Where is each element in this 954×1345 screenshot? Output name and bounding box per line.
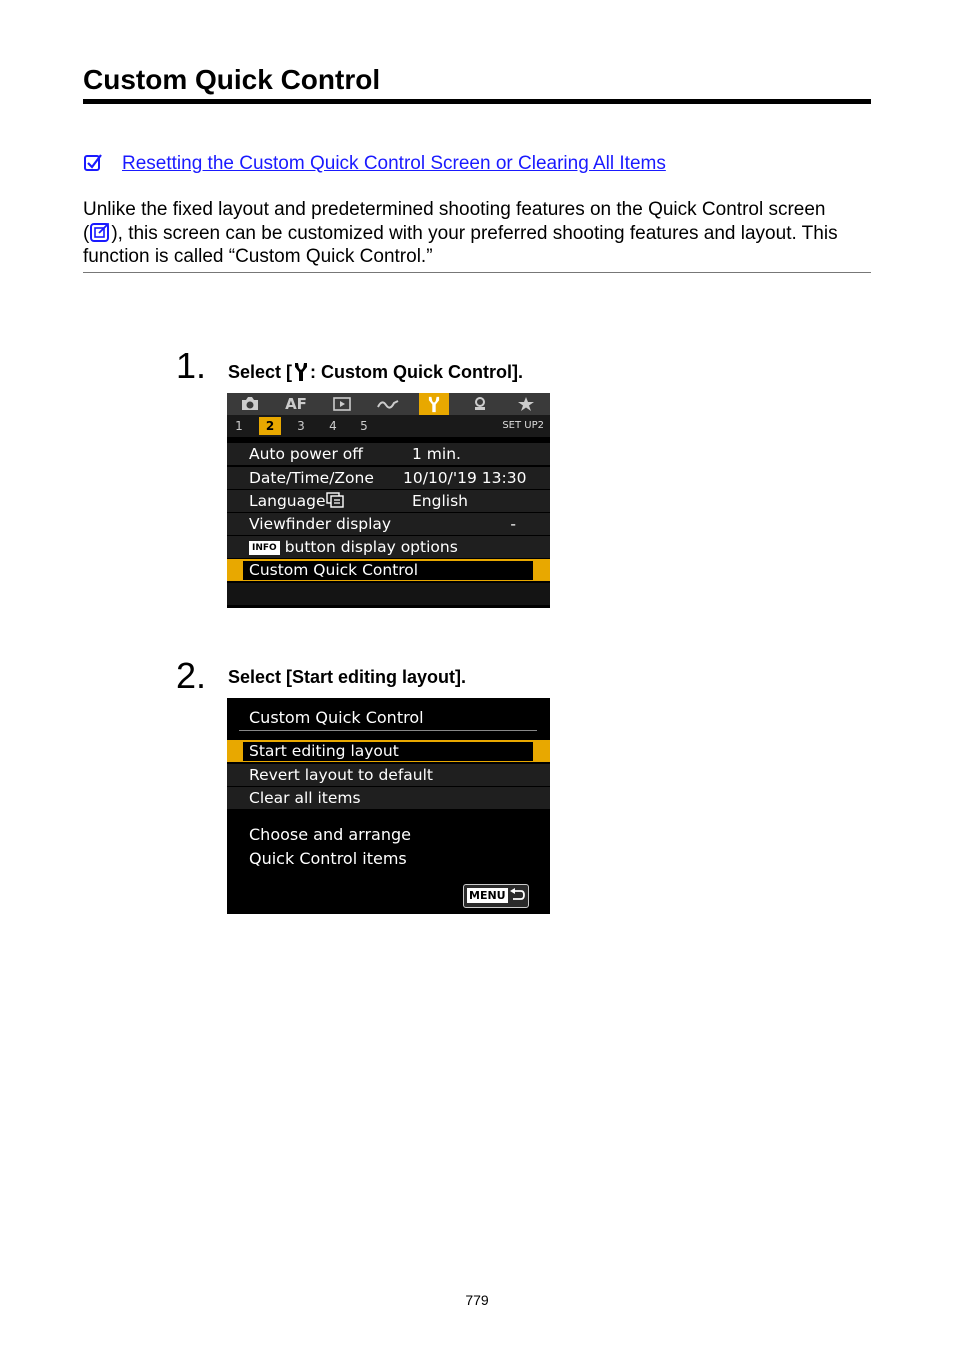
- page-tab-2[interactable]: 2: [259, 417, 281, 435]
- menu-item-label: Viewfinder display: [249, 515, 392, 533]
- tab-custom-functions[interactable]: [465, 393, 495, 415]
- menu-item-label: Start editing layout: [249, 742, 399, 760]
- camera-custom-quick-control-screen: [227, 698, 550, 914]
- description-line-1: Choose and arrange: [249, 825, 411, 844]
- tab-setup[interactable]: [419, 393, 449, 415]
- language-icon: [326, 492, 344, 508]
- intro-line-3: function is called “Custom Quick Control.”: [83, 246, 433, 267]
- menu-tab-bar: [227, 393, 550, 415]
- menu-item-label: Auto power off: [249, 445, 363, 463]
- menu-item-label: Revert layout to default: [249, 766, 434, 784]
- menu-item-label: Custom Quick Control: [249, 561, 419, 579]
- menu-item-date-time-zone[interactable]: [227, 467, 550, 489]
- custom-icon: [471, 396, 489, 412]
- step-1-text-before: Select [: [228, 362, 293, 382]
- wrench-icon: [292, 362, 310, 382]
- title-divider: [239, 730, 537, 731]
- wireless-icon: [377, 396, 399, 412]
- page-number: 779: [465, 1292, 489, 1308]
- screen-title: Custom Quick Control: [249, 708, 424, 727]
- reset-custom-quick-control-link[interactable]: Resetting the Custom Quick Control Screen or Clearing All Items: [122, 153, 666, 174]
- intro-paragraph: [83, 198, 873, 268]
- page-tab-5[interactable]: 5: [360, 419, 368, 433]
- intro-line-2-text: ), this screen can be customized with your preferred shooting features and layout. This: [111, 223, 838, 244]
- menu-item-label: [249, 490, 344, 512]
- quick-control-link-icon[interactable]: [89, 221, 111, 243]
- wrench-icon: [426, 396, 442, 413]
- menu-item-value: 10/10/'19 13:30: [403, 469, 527, 487]
- info-label-text: button display options: [284, 538, 458, 556]
- page-title: Custom Quick Control: [83, 64, 381, 95]
- menu-page-bar: [227, 415, 550, 437]
- star-icon: [517, 396, 535, 412]
- tab-af-label: AF: [285, 395, 307, 413]
- menu-item-auto-power-off[interactable]: [227, 443, 550, 465]
- set-page-label: SET UP2: [502, 420, 544, 431]
- page-tab-4[interactable]: 4: [329, 419, 337, 433]
- tab-my-menu[interactable]: [511, 393, 541, 415]
- menu-item-start-editing-layout[interactable]: [227, 740, 550, 762]
- intro-line-2: [83, 221, 873, 245]
- menu-item-value: -: [510, 515, 516, 533]
- menu-empty-row: [227, 583, 550, 605]
- step-2-number: 2.: [176, 655, 207, 696]
- menu-item-value: English: [412, 492, 468, 510]
- menu-item-custom-quick-control[interactable]: [227, 559, 550, 581]
- menu-button-label: MENU: [469, 889, 506, 902]
- title-rule: [83, 99, 871, 104]
- menu-item-label: Date/Time/Zone: [249, 469, 374, 487]
- description-line-2: Quick Control items: [249, 849, 407, 868]
- step-2-text: Select [Start editing layout].: [228, 667, 467, 687]
- intro-open-paren: (: [83, 223, 90, 244]
- menu-item-clear-all-items[interactable]: [227, 787, 550, 809]
- tab-wireless[interactable]: [373, 393, 403, 415]
- return-arrow-icon: [509, 888, 525, 903]
- camera-menu-screen-setup: [227, 393, 550, 608]
- intro-rule: [83, 272, 871, 273]
- menu-item-language[interactable]: [227, 490, 550, 512]
- tab-af[interactable]: [281, 393, 311, 415]
- menu-back-button[interactable]: [463, 884, 529, 908]
- screen-description: [249, 823, 411, 871]
- menu-item-info-button-display-options[interactable]: [227, 536, 550, 558]
- menu-item-revert-layout[interactable]: [227, 764, 550, 786]
- tab-playback[interactable]: [327, 393, 357, 415]
- step-1-text: [228, 360, 523, 384]
- tab-shooting[interactable]: [235, 393, 265, 415]
- page-tab-1[interactable]: 1: [235, 419, 243, 433]
- language-label-text: Language: [249, 492, 326, 510]
- menu-item-label: Clear all items: [249, 789, 361, 807]
- step-1-text-after: : Custom Quick Control].: [310, 362, 524, 382]
- info-button-icon: INFO: [249, 541, 280, 555]
- intro-line-1: Unlike the fixed layout and predetermined shooting features on the Quick Control screen: [83, 199, 826, 220]
- checkmark-icon: [83, 153, 103, 173]
- playback-icon: [332, 396, 352, 412]
- step-1-number: 1.: [176, 345, 207, 386]
- menu-item-label: [249, 536, 458, 558]
- menu-item-viewfinder-display[interactable]: [227, 513, 550, 535]
- menu-item-value: 1 min.: [412, 445, 461, 463]
- page-tab-3[interactable]: 3: [297, 419, 305, 433]
- camera-icon: [240, 396, 260, 412]
